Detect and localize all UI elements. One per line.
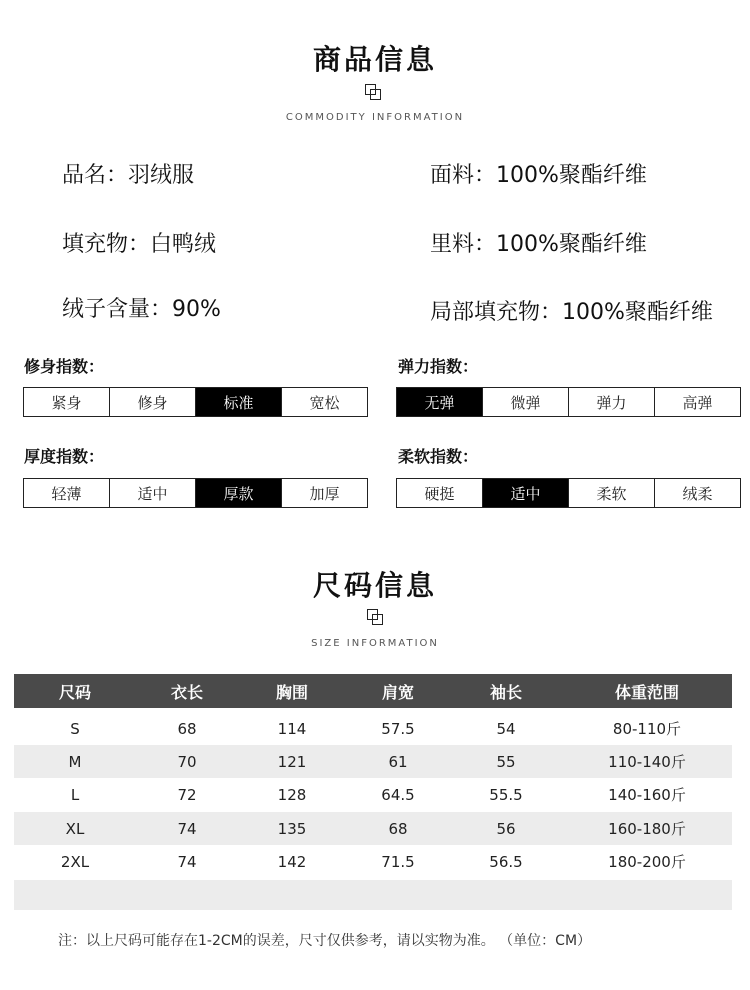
cell-chest: 128 [277, 785, 307, 804]
cell-weight-range: 110-140斤 [608, 753, 686, 771]
lining-field: 里料：100%聚酯纤维 [430, 232, 647, 257]
table-row [14, 712, 732, 745]
elasticity-option: 无弹 [397, 388, 482, 416]
fit-index-scale [23, 387, 368, 417]
fit-option: 标准 [195, 388, 281, 416]
cell-size: L [70, 785, 80, 804]
size-section-subtitle: SIZE INFORMATION [311, 638, 439, 649]
cell-length: 70 [177, 752, 197, 771]
overlapping-squares-icon [365, 84, 383, 102]
elasticity-option: 高弹 [654, 388, 740, 416]
cell-size: M [68, 752, 82, 771]
product-name-field: 品名：羽绒服 [62, 163, 195, 188]
cell-sleeve: 54 [496, 719, 516, 738]
thickness-option: 厚款 [195, 479, 281, 507]
commodity-section-subtitle: COMMODITY INFORMATION [285, 112, 465, 123]
header-size: 尺码 [58, 682, 91, 702]
cell-chest: 114 [277, 719, 307, 738]
cell-length: 68 [177, 719, 197, 738]
cell-sleeve: 55 [496, 752, 516, 771]
softness-option: 绒柔 [654, 479, 740, 507]
cell-sleeve: 56 [496, 819, 516, 838]
header-shoulder: 肩宽 [381, 682, 414, 702]
cell-weight-range: 180-200斤 [608, 853, 686, 871]
cell-length: 74 [177, 852, 197, 871]
fabric-field: 面料：100%聚酯纤维 [430, 163, 647, 188]
elasticity-index-label: 弹力指数： [398, 357, 479, 376]
cell-shoulder: 57.5 [381, 719, 415, 738]
cell-size: XL [65, 819, 85, 838]
thickness-option: 加厚 [281, 479, 367, 507]
commodity-section-title: 商品信息 [312, 43, 437, 76]
fit-option: 紧身 [51, 393, 82, 412]
filling-field: 填充物：白鸭绒 [62, 232, 217, 257]
table-empty-row [14, 880, 732, 910]
table-row [14, 778, 732, 811]
cell-size: 2XL [60, 852, 90, 871]
size-table-header [14, 674, 732, 708]
header-length: 衣长 [170, 682, 203, 702]
cell-weight-range: 160-180斤 [608, 820, 686, 838]
size-section-title: 尺码信息 [312, 569, 437, 602]
thickness-option: 适中 [109, 479, 195, 507]
header-chest: 胸围 [275, 682, 308, 702]
down-content-field: 绒子含量：90% [62, 297, 221, 322]
softness-index-scale [396, 478, 741, 508]
overlapping-squares-icon [367, 609, 385, 627]
thickness-option: 轻薄 [51, 484, 82, 503]
fit-option: 宽松 [281, 388, 367, 416]
cell-shoulder: 64.5 [381, 785, 415, 804]
softness-index-label: 柔软指数： [398, 447, 479, 466]
cell-size: S [70, 719, 80, 738]
thickness-index-scale [23, 478, 368, 508]
softness-option: 柔软 [568, 479, 654, 507]
softness-option: 硬挺 [424, 484, 455, 503]
size-note: 注：以上尺码可能存在1-2CM的误差，尺寸仅供参考，请以实物为准。 （单位：CM） [58, 933, 592, 949]
table-row [14, 812, 732, 845]
cell-weight-range: 140-160斤 [608, 786, 686, 804]
fit-option: 修身 [109, 388, 195, 416]
header-sleeve: 袖长 [489, 682, 522, 702]
table-row [14, 845, 732, 878]
elasticity-option: 微弹 [482, 388, 568, 416]
cell-weight-range: 80-110斤 [612, 720, 682, 738]
header-weight-range: 体重范围 [614, 682, 679, 702]
size-table [14, 674, 732, 910]
cell-shoulder: 71.5 [381, 852, 415, 871]
cell-shoulder: 68 [388, 819, 408, 838]
cell-chest: 142 [277, 852, 307, 871]
cell-length: 74 [177, 819, 197, 838]
cell-sleeve: 56.5 [489, 852, 523, 871]
table-row [14, 745, 732, 778]
thickness-index-label: 厚度指数： [24, 447, 105, 466]
elasticity-index-scale [396, 387, 741, 417]
elasticity-option: 弹力 [568, 388, 654, 416]
partial-filling-field: 局部填充物：100%聚酯纤维 [430, 300, 713, 325]
fit-index-label: 修身指数： [24, 357, 105, 376]
cell-chest: 135 [277, 819, 307, 838]
softness-option: 适中 [482, 479, 568, 507]
cell-shoulder: 61 [388, 752, 408, 771]
cell-chest: 121 [277, 752, 307, 771]
cell-sleeve: 55.5 [489, 785, 523, 804]
cell-length: 72 [177, 785, 197, 804]
